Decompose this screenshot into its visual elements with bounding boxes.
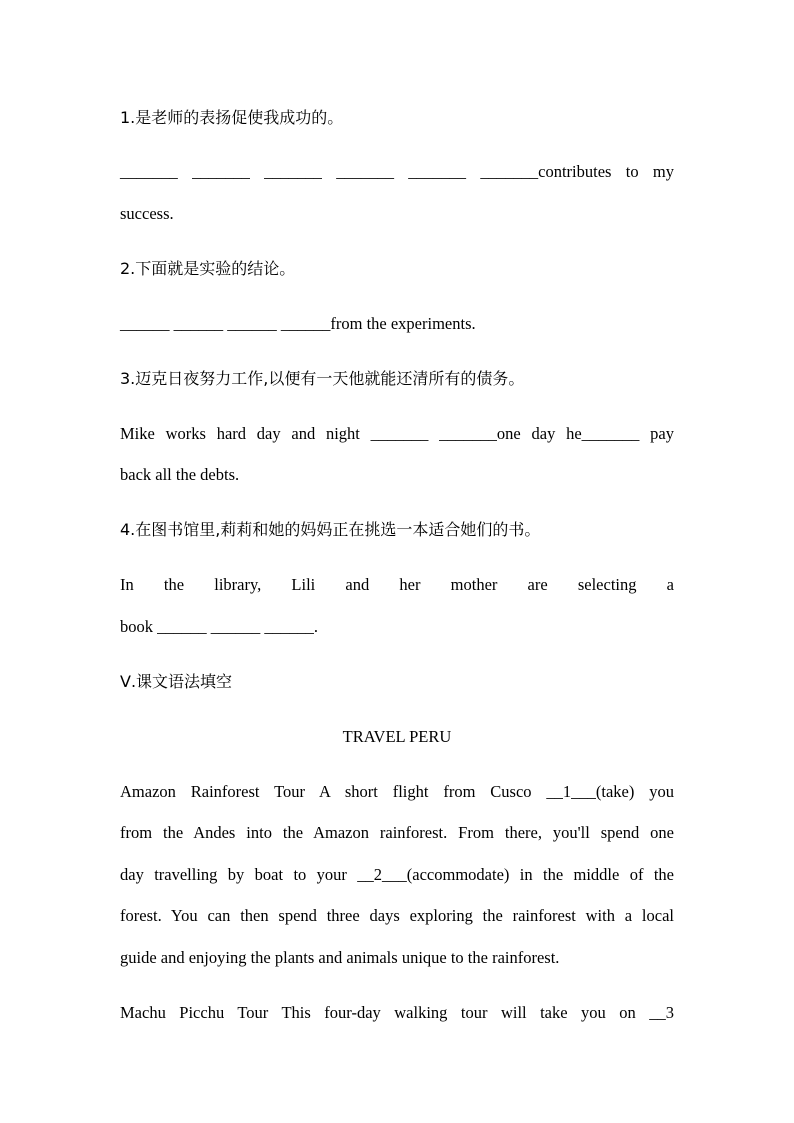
question-4-answer-line: In the library, Lili and her mother are selecting a [120, 575, 674, 594]
passage-paragraph-2-line: Machu Picchu Tour This four-day walking tour will take you on __3 [120, 1003, 674, 1022]
question-1-prompt: 1.是老师的表扬促使我成功的。 [120, 108, 344, 127]
question-4-prompt: 4.在图书馆里,莉莉和她的妈妈正在挑选一本适合她们的书。 [120, 520, 541, 539]
passage-paragraph-1-line: guide and enjoying the plants and animals unique to the rainforest. [120, 948, 560, 967]
passage-paragraph-1-line: from the Andes into the Amazon rainforest. From there, you'll spend one [120, 823, 674, 842]
passage-paragraph-1-line: day travelling by boat to your __2___(accommodate) in the middle of the [120, 865, 674, 884]
question-1-answer-line: _______ _______ _______ _______ _______ _______contributes to my [120, 162, 674, 181]
question-3-prompt: 3.迈克日夜努力工作,以便有一天他就能还清所有的债务。 [120, 369, 525, 388]
section-heading: Ⅴ.课文语法填空 [120, 672, 233, 691]
question-1-answer-continuation: success. [120, 204, 174, 223]
question-3-answer-continuation: back all the debts. [120, 465, 240, 484]
passage-title: TRAVEL PERU [342, 727, 452, 746]
question-4-answer-continuation: book ______ ______ ______. [120, 617, 318, 636]
question-2-answer-line: ______ ______ ______ ______from the experiments. [120, 314, 476, 333]
question-2-prompt: 2.下面就是实验的结论。 [120, 259, 296, 278]
passage-paragraph-1-line: Amazon Rainforest Tour A short flight from Cusco __1___(take) you [120, 782, 674, 801]
question-3-answer-line: Mike works hard day and night _______ _______one day he_______ pay [120, 424, 674, 443]
passage-paragraph-1-line: forest. You can then spend three days exploring the rainforest with a local [120, 906, 674, 925]
